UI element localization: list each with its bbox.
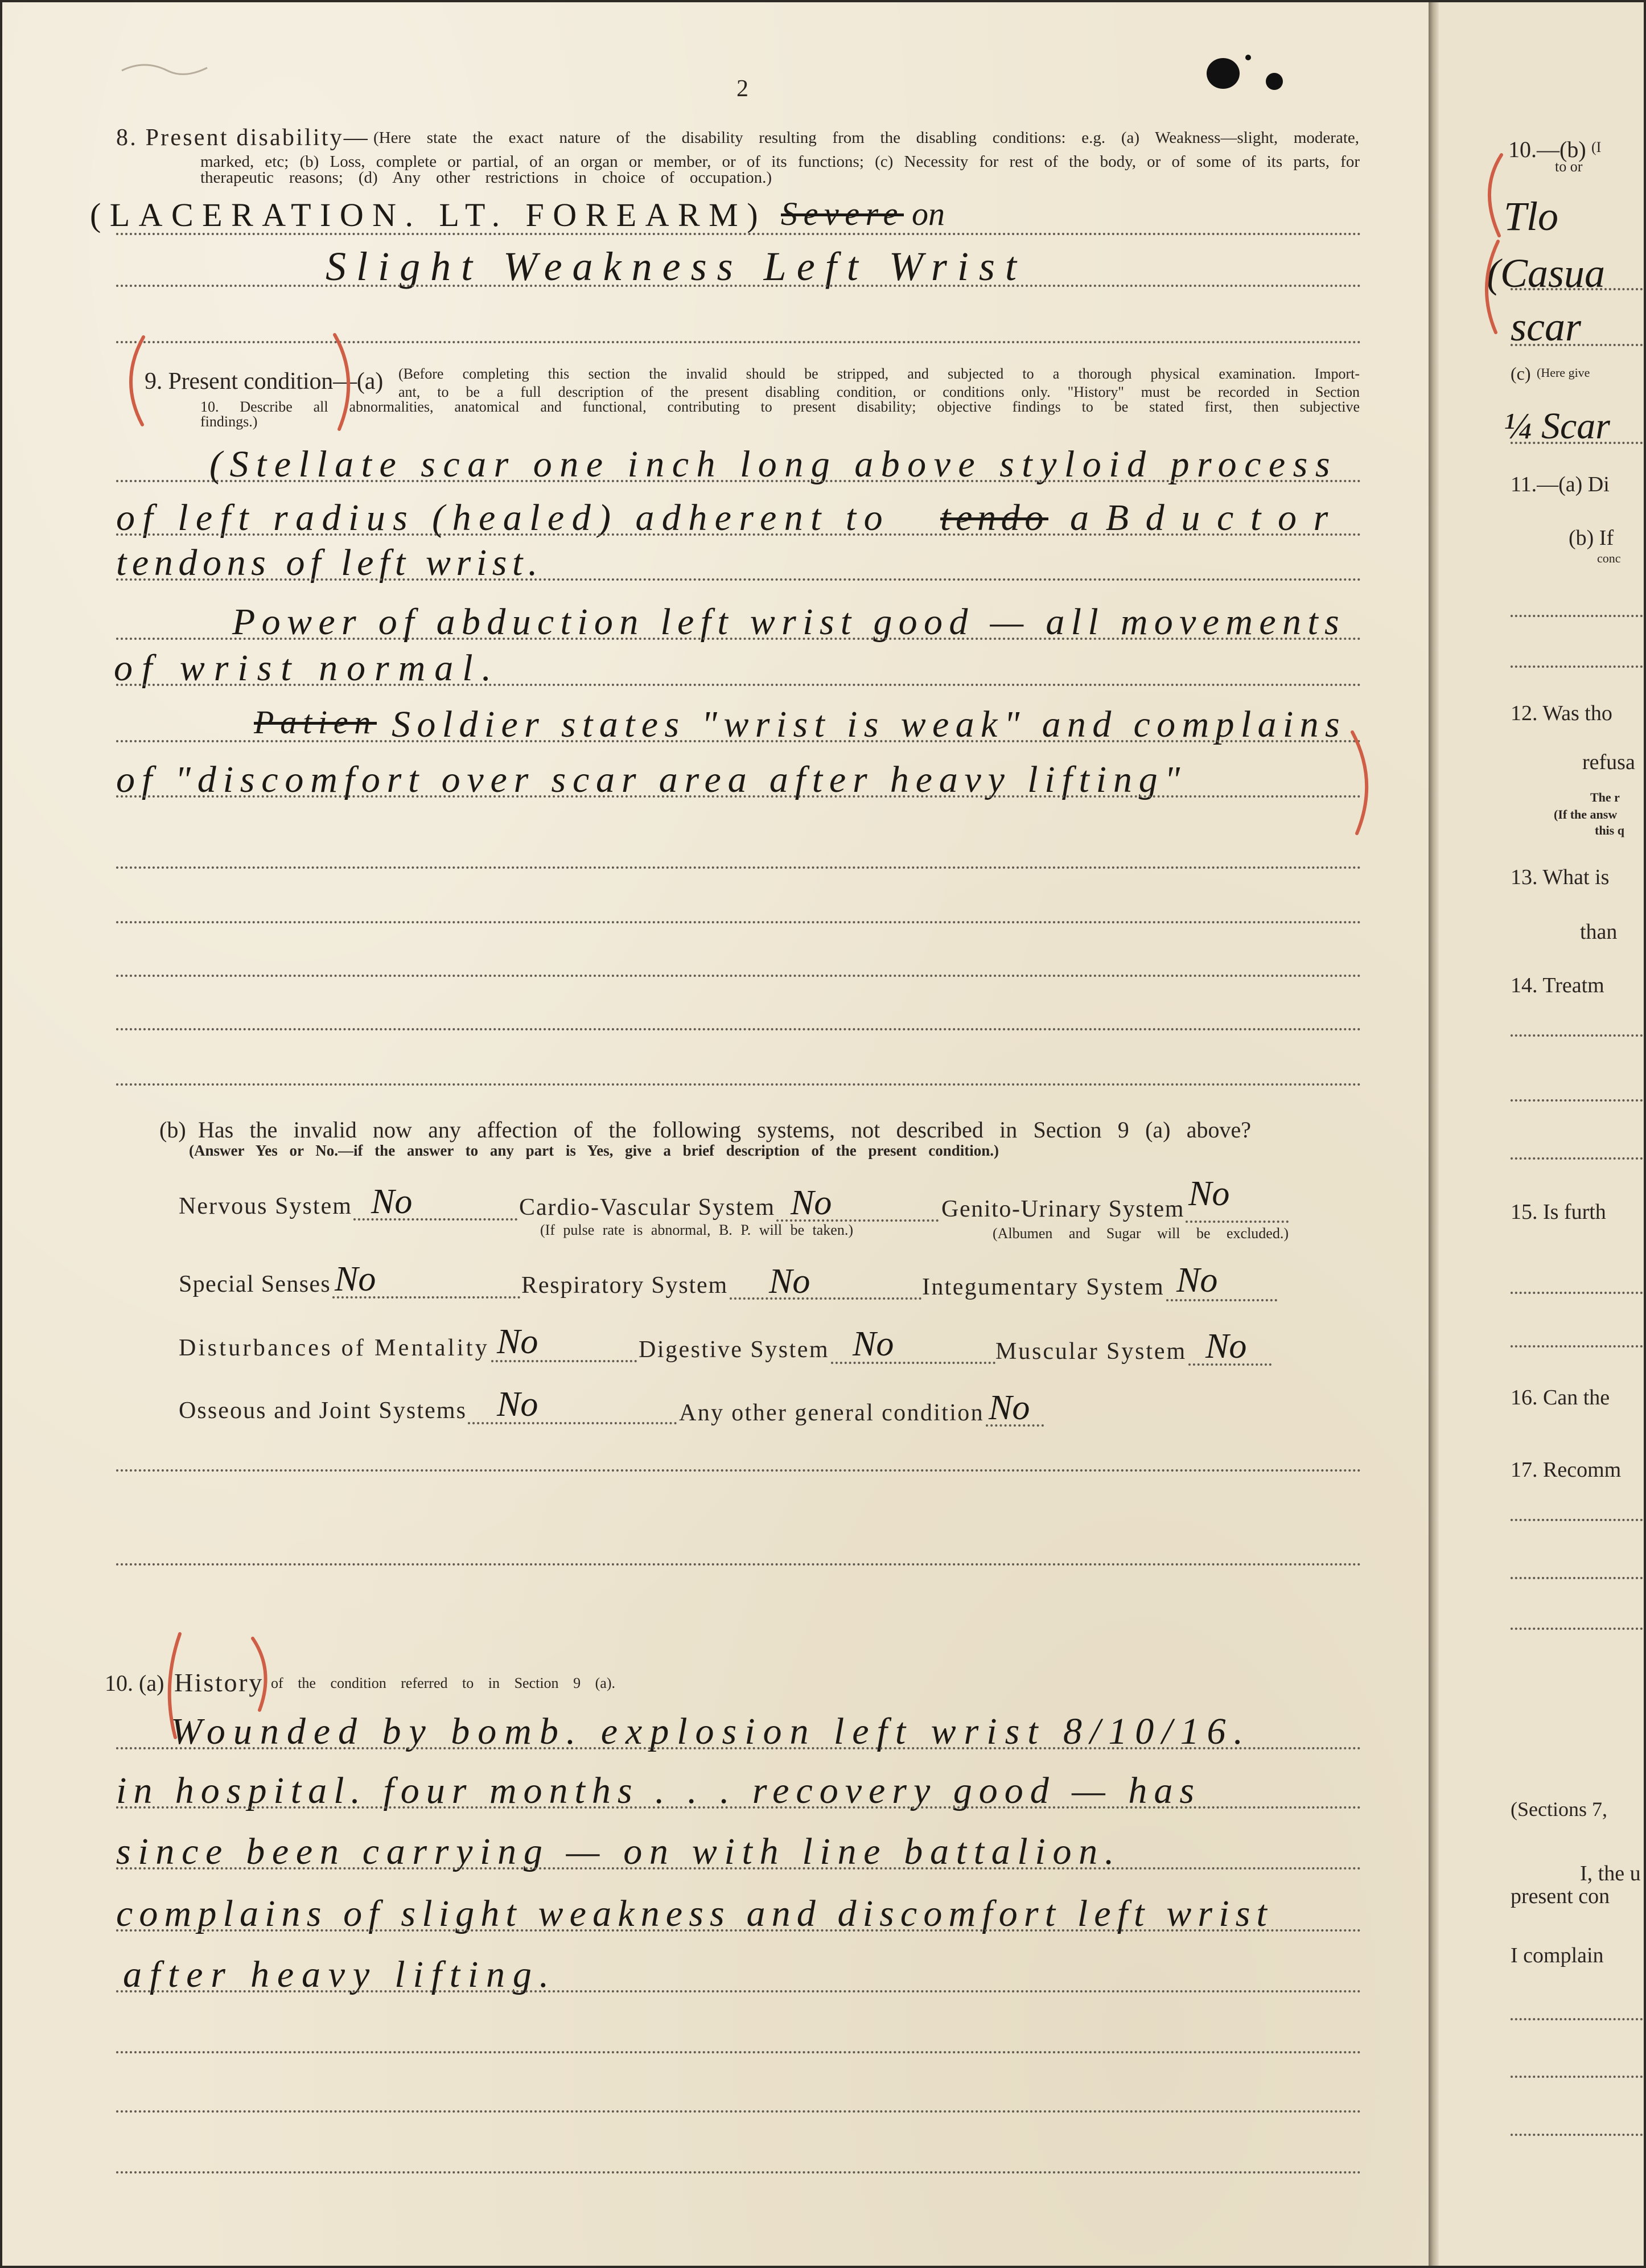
dotted-line (116, 975, 1361, 977)
condition-entry-line: (Stellate scar one inch long above styloid process (209, 443, 1338, 485)
genito-note: (Albumen and Sugar will be excluded.) (993, 1225, 1289, 1242)
section-9-instructions: 10. Describe all abnormalities, anatomical and functional, contributing to present disability; objective findings to be stated first, then subjective (200, 398, 1360, 415)
dotted-line (116, 1469, 1361, 1472)
systems-question-label: (b) (159, 1117, 186, 1143)
struck-word: Severe (781, 195, 904, 232)
history-entry-line: after heavy lifting. (123, 1954, 557, 1995)
dotted-line (116, 921, 1361, 923)
history-entry-line: in hospital. four months . . . recovery good — has (116, 1770, 1201, 1811)
dotted-line (1511, 442, 1644, 444)
dotted-line (1511, 1519, 1644, 1521)
dotted-line (1511, 1292, 1644, 1294)
question-13-line: than (1580, 920, 1618, 944)
red-pencil-bracket (1352, 732, 1367, 833)
section-8-instructions: therapeutic reasons; (d) Any other restrictions in choice of occupation.) (200, 169, 772, 187)
section-9-instructions: findings.) (200, 413, 258, 430)
section-10-number: 10. (a) (105, 1670, 164, 1696)
system-answer: No (1205, 1327, 1247, 1366)
dotted-line (116, 533, 1361, 536)
systems-question: Has the invalid now any affection of the following systems, not described in Section 9 (a) above? (198, 1117, 1251, 1143)
system-label: Genito-Urinary System (941, 1196, 1184, 1222)
question-12: 12. Was tho (1511, 701, 1612, 725)
dotted-line (1511, 1157, 1644, 1160)
section-10-heading: History (174, 1668, 264, 1697)
dotted-line (116, 1028, 1361, 1030)
system-label: Muscular System (995, 1338, 1187, 1365)
dotted-line (116, 866, 1361, 869)
condition-entry-line: Power of abduction left wrist good — all movements (232, 601, 1345, 643)
dotted-line (116, 2171, 1361, 2174)
section-9-heading: 9. Present condition—(a) (145, 368, 383, 395)
condition-entry-line: of wrist normal. (114, 647, 500, 689)
pencil-scribble (122, 65, 207, 74)
system-label: Any other general condition (679, 1400, 984, 1426)
dotted-line (1511, 1345, 1644, 1347)
dotted-line (116, 1083, 1361, 1086)
system-label: Disturbances of Mentality (179, 1335, 489, 1361)
condition-entry-line: of "discomfort over scar area after heavy lifting" (116, 759, 1187, 800)
declaration-line: present con (1511, 1884, 1610, 1908)
dotted-line (1511, 2076, 1644, 2078)
system-label: Integumentary System (922, 1274, 1164, 1300)
dotted-line (116, 740, 1361, 742)
right-handwriting: ¼ Scar (1504, 405, 1610, 447)
system-answer: No (497, 1322, 538, 1361)
dotted-line (116, 578, 1361, 581)
history-entry-line: complains of slight weakness and discomfort left wrist (116, 1893, 1273, 1934)
system-answer: No (989, 1388, 1030, 1427)
history-entry-line: since been carrying — on with line battalion. (116, 1831, 1121, 1872)
question-10c-label: (c) (1511, 363, 1531, 384)
section-9-instructions: (Before completing this section the invalid should be stripped, and subjected to a thorough physical examination. Import- (398, 365, 1360, 382)
disability-entry: Slight Weakness Left Wrist (326, 244, 1027, 289)
dotted-line (116, 341, 1361, 343)
right-handwriting: Tlo (1504, 194, 1559, 239)
right-handwriting: (Casua (1487, 250, 1606, 296)
cardio-note: (If pulse rate is abnormal, B. P. will be taken.) (540, 1222, 853, 1238)
system-answer: No (497, 1385, 538, 1424)
system-label: Respiratory System (521, 1272, 728, 1299)
system-label: Osseous and Joint Systems (179, 1398, 467, 1424)
question-16: 16. Can the (1511, 1386, 1610, 1410)
dotted-line (116, 285, 1361, 287)
red-pencil-bracket (131, 337, 143, 425)
dotted-line (1511, 1577, 1644, 1579)
dotted-line (1511, 1034, 1644, 1037)
question-12-note: The r (1590, 790, 1620, 804)
question-10b: 10.—(b) (1508, 137, 1586, 162)
system-answer: No (1188, 1174, 1230, 1213)
dotted-line (116, 233, 1361, 235)
question-12-line: refusa (1582, 750, 1635, 774)
dotted-line (1511, 615, 1644, 617)
system-answer: No (335, 1260, 376, 1299)
declaration-line: I complain (1511, 1944, 1604, 1967)
struck-word: tendo (940, 497, 1048, 539)
system-answer: No (371, 1182, 413, 1221)
question-10b-note: (I (1591, 139, 1602, 155)
dotted-line (116, 1867, 1361, 1870)
dotted-line (116, 1929, 1361, 1932)
dotted-line (116, 638, 1361, 640)
declaration-line: I, the u (1580, 1862, 1641, 1885)
dotted-line (116, 1563, 1361, 1566)
condition-entry-line: of left radius (healed) adherent to (116, 497, 890, 539)
dotted-leader (730, 1297, 921, 1300)
dotted-line (1511, 1628, 1644, 1630)
system-label: Cardio-Vascular System (519, 1194, 775, 1221)
system-label: Digestive System (639, 1337, 829, 1363)
ink-blot (1207, 58, 1240, 89)
dotted-line (116, 1990, 1361, 1992)
condition-entry-line: tendons of left wrist. (116, 542, 543, 584)
section-8-heading: 8. Present disability— (116, 125, 369, 151)
dotted-line (1511, 665, 1644, 668)
dotted-line (1511, 2134, 1644, 2136)
system-label: Nervous System (179, 1193, 352, 1219)
section-8-instructions: (Here state the exact nature of the disability resulting from the disabling conditions: e.g. (a) Weakness—slight, moderate, (373, 129, 1359, 147)
struck-word: Patien (254, 704, 377, 741)
system-answer: No (769, 1262, 810, 1301)
red-pencil-bracket (1489, 155, 1501, 236)
condition-entry-line: Soldier states "wrist is weak" and complains (392, 704, 1346, 745)
right-handwriting: scar (1511, 304, 1581, 350)
dotted-leader (1186, 1221, 1289, 1223)
dotted-line (116, 1747, 1361, 1749)
question-12-note: this q (1595, 823, 1624, 837)
sections-note: (Sections 7, (1511, 1798, 1607, 1821)
diagnosis-suffix: on (912, 195, 945, 232)
dotted-line (116, 480, 1361, 482)
dotted-line (116, 2051, 1361, 2053)
ink-blot (1245, 55, 1251, 60)
system-label: Special Senses (179, 1271, 331, 1297)
question-11b: (b) If (1569, 526, 1614, 550)
section-10-instructions: of the condition referred to in Section 9 (a). (271, 1675, 615, 1691)
dotted-line (116, 795, 1361, 798)
condition-entry-line: aBductor (1070, 497, 1345, 539)
question-10c-note: (Here give (1537, 365, 1590, 380)
section-9-instructions: ant, to be a full description of the present disabling condition, or conditions only. "History" must be recorded in Section (398, 384, 1360, 400)
diagnosis-entry: (LACERATION. LT. FOREARM) (90, 196, 767, 233)
section-8-instructions: marked, etc; (b) Loss, complete or partial, of an organ or member, or of its functions; (c) Necessity for rest of the body, or of some of its parts, for (200, 153, 1360, 171)
dotted-line (116, 684, 1361, 686)
system-answer: No (853, 1325, 894, 1363)
question-15: 15. Is furth (1511, 1200, 1606, 1224)
system-answer: No (1176, 1261, 1218, 1300)
system-answer: No (791, 1184, 832, 1222)
dotted-line (1511, 288, 1644, 290)
dotted-line (1511, 1099, 1644, 1102)
systems-note: (Answer Yes or No.—if the answer to any part is Yes, give a brief description of the present condition.) (189, 1142, 999, 1159)
question-14: 14. Treatm (1511, 973, 1604, 997)
right-page (1439, 2, 1644, 2266)
dotted-line (116, 1806, 1361, 1809)
left-page (2, 2, 1429, 2266)
question-17: 17. Recomm (1511, 1458, 1622, 1482)
dotted-line (1511, 2018, 1644, 2020)
question-11b-note: conc (1597, 551, 1621, 565)
dotted-line (1511, 344, 1644, 346)
dotted-line (116, 2110, 1361, 2113)
page-number: 2 (736, 76, 748, 102)
page-fold (1429, 2, 1439, 2266)
question-11a: 11.—(a) Di (1511, 472, 1610, 496)
ink-blot (1266, 73, 1283, 90)
question-13: 13. What is (1511, 865, 1610, 889)
history-entry-line: Wounded by bomb. explosion left wrist 8/10/16. (171, 1711, 1251, 1752)
question-12-note: (If the answ (1554, 807, 1618, 821)
question-10b-note: to or (1555, 158, 1583, 175)
